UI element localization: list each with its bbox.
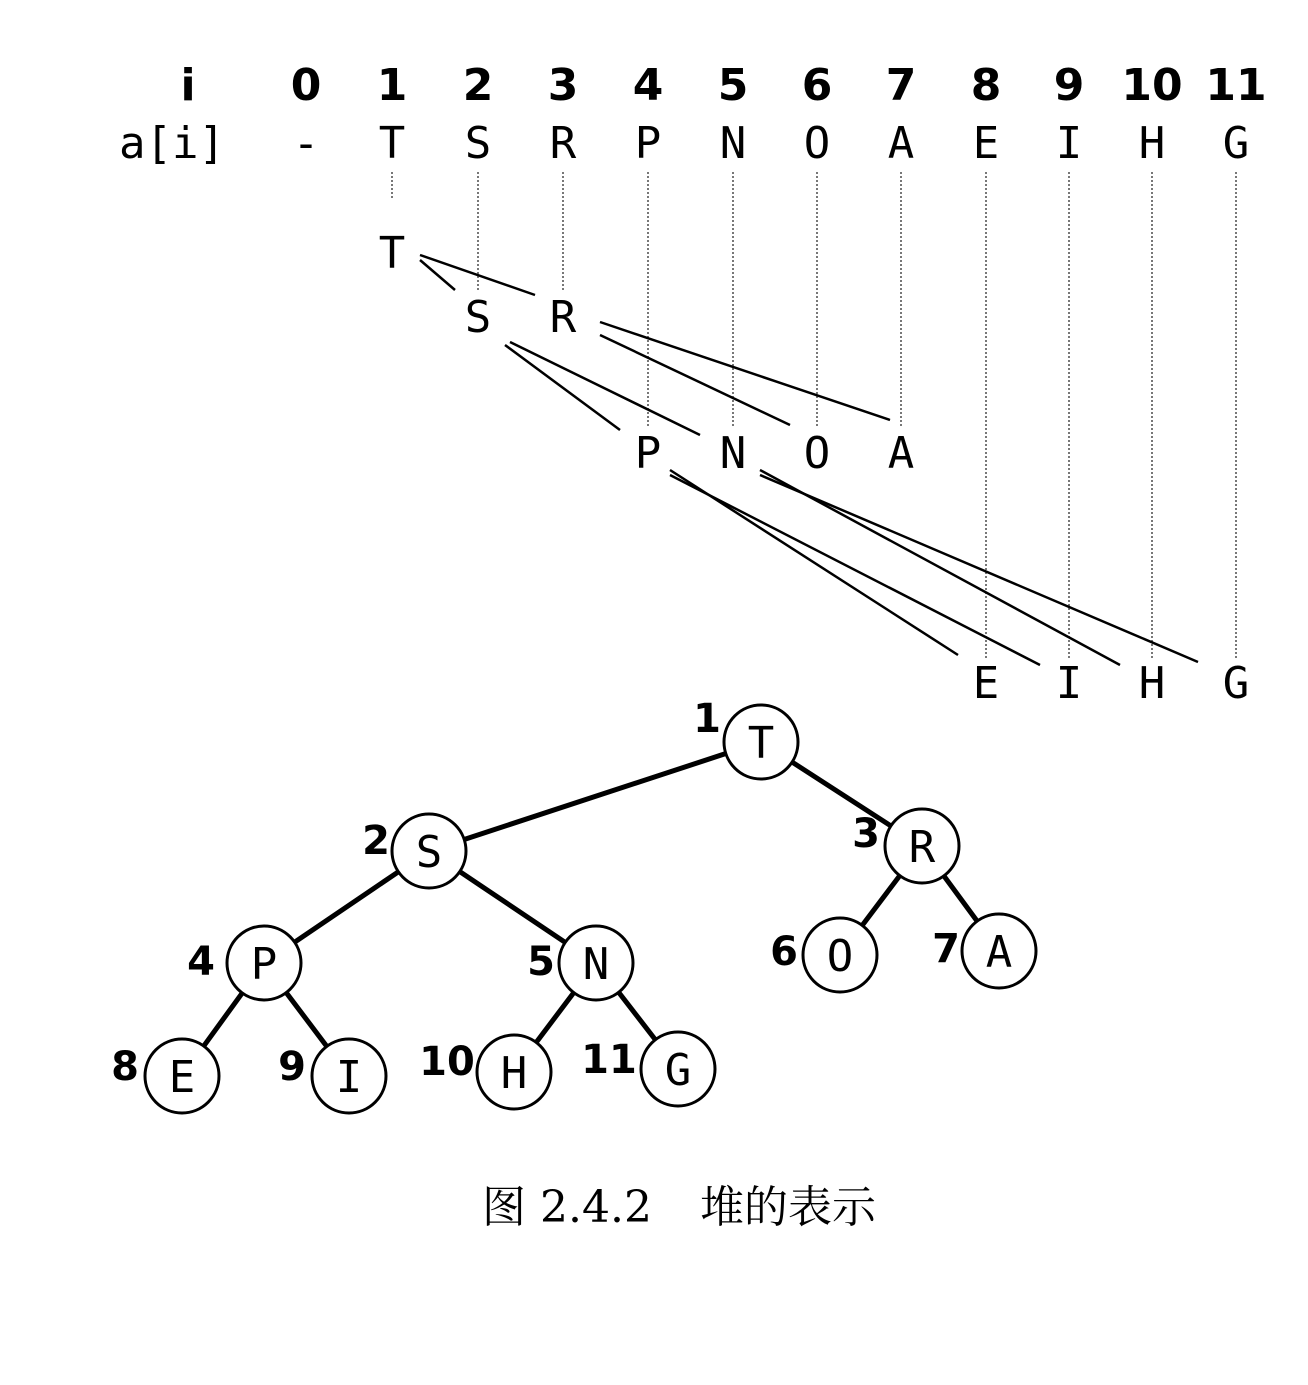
staircase-link-6 bbox=[600, 335, 790, 425]
tree-node-7 bbox=[932, 914, 1036, 988]
tree-node-key: O bbox=[826, 931, 854, 982]
staircase-key-2: S bbox=[464, 292, 492, 343]
staircase-key-1: T bbox=[378, 228, 406, 279]
tree-node-4 bbox=[187, 926, 301, 1000]
value-header: a[i] bbox=[119, 118, 225, 169]
array-index-11: 11 bbox=[1205, 60, 1267, 111]
array-index-3: 3 bbox=[547, 60, 579, 111]
tree-edge-2-4 bbox=[295, 872, 399, 942]
value-row bbox=[293, 118, 1250, 169]
tree-node-key: N bbox=[582, 939, 610, 990]
tree-node-1 bbox=[693, 696, 798, 779]
staircase-key-8: E bbox=[972, 658, 1000, 709]
tree-node-key: I bbox=[335, 1052, 363, 1103]
staircase-key-10: H bbox=[1138, 658, 1166, 709]
tree-edge-1-2 bbox=[464, 754, 726, 840]
tree-node-key: S bbox=[415, 827, 443, 878]
tree-nodes bbox=[111, 696, 1036, 1113]
tree-node-key: T bbox=[747, 718, 775, 769]
tree-node-key: A bbox=[985, 927, 1013, 978]
array-index-4: 4 bbox=[632, 60, 664, 111]
array-index-9: 9 bbox=[1053, 60, 1085, 111]
array-index-6: 6 bbox=[801, 60, 833, 111]
tree-node-key: G bbox=[664, 1045, 692, 1096]
drop-lines bbox=[392, 172, 1236, 658]
array-value-10: H bbox=[1138, 118, 1166, 169]
tree-node-index: 1 bbox=[693, 696, 721, 742]
tree-node-index: 3 bbox=[852, 811, 880, 857]
array-value-1: T bbox=[378, 118, 406, 169]
tree-node-2 bbox=[362, 814, 466, 888]
array-value-7: A bbox=[887, 118, 915, 169]
array-index-10: 10 bbox=[1121, 60, 1183, 111]
array-index-1: 1 bbox=[376, 60, 408, 111]
tree-node-index: 7 bbox=[932, 926, 960, 972]
array-index-2: 2 bbox=[462, 60, 494, 111]
figure-title: 堆的表示 bbox=[700, 1182, 876, 1233]
tree-node-index: 6 bbox=[770, 929, 798, 975]
tree-node-9 bbox=[278, 1039, 386, 1113]
array-index-0: 0 bbox=[290, 60, 322, 111]
array-value-3: R bbox=[549, 118, 577, 169]
staircase-key-9: I bbox=[1055, 658, 1083, 709]
tree-edge-4-8 bbox=[204, 993, 243, 1046]
array-value-9: I bbox=[1055, 118, 1083, 169]
staircase-key-3: R bbox=[549, 292, 577, 343]
tree-node-10 bbox=[419, 1035, 551, 1109]
array-index-5: 5 bbox=[717, 60, 749, 111]
tree-node-index: 2 bbox=[362, 818, 390, 864]
tree-node-index: 10 bbox=[419, 1039, 475, 1085]
staircase-link-5 bbox=[600, 322, 890, 420]
array-index-8: 8 bbox=[970, 60, 1002, 111]
array-value-5: N bbox=[719, 118, 747, 169]
tree-node-3 bbox=[852, 809, 959, 883]
staircase-link-3 bbox=[510, 342, 700, 435]
figure-label: 图 2.4.2 bbox=[482, 1182, 652, 1233]
tree-node-8 bbox=[111, 1039, 219, 1113]
staircase-key-6: O bbox=[803, 428, 831, 479]
staircase-key-4: P bbox=[634, 428, 662, 479]
tree-edges bbox=[204, 754, 977, 1047]
staircase-key-5: N bbox=[719, 428, 747, 479]
array-value-8: E bbox=[972, 118, 1000, 169]
array-value-11: G bbox=[1222, 118, 1250, 169]
staircase-keys bbox=[379, 228, 1250, 709]
array-value-2: S bbox=[464, 118, 492, 169]
staircase-key-11: G bbox=[1222, 658, 1250, 709]
tree-node-key: P bbox=[250, 939, 278, 990]
tree-node-index: 8 bbox=[111, 1044, 139, 1090]
index-header: i bbox=[180, 60, 196, 111]
tree-edge-5-11 bbox=[619, 992, 656, 1039]
tree-edge-3-6 bbox=[862, 876, 900, 926]
tree-edge-5-10 bbox=[536, 993, 574, 1043]
array-value-0: - bbox=[292, 118, 320, 169]
index-row bbox=[291, 60, 1267, 111]
tree-node-11 bbox=[581, 1032, 715, 1106]
tree-edge-2-5 bbox=[460, 872, 566, 943]
array-index-7: 7 bbox=[885, 60, 917, 111]
tree-node-index: 9 bbox=[278, 1044, 306, 1090]
tree-edge-3-7 bbox=[944, 876, 977, 921]
tree-node-6 bbox=[770, 918, 877, 992]
array-value-6: O bbox=[803, 118, 831, 169]
tree-node-key: R bbox=[908, 822, 936, 873]
tree-node-key: E bbox=[168, 1052, 196, 1103]
tree-node-index: 11 bbox=[581, 1037, 637, 1083]
tree-node-index: 5 bbox=[527, 939, 555, 985]
staircase-key-7: A bbox=[887, 428, 915, 479]
tree-node-5 bbox=[527, 926, 633, 1000]
tree-edge-4-9 bbox=[286, 993, 327, 1047]
tree-node-index: 4 bbox=[187, 939, 215, 985]
array-value-4: P bbox=[634, 118, 662, 169]
tree-node-key: H bbox=[500, 1048, 528, 1099]
